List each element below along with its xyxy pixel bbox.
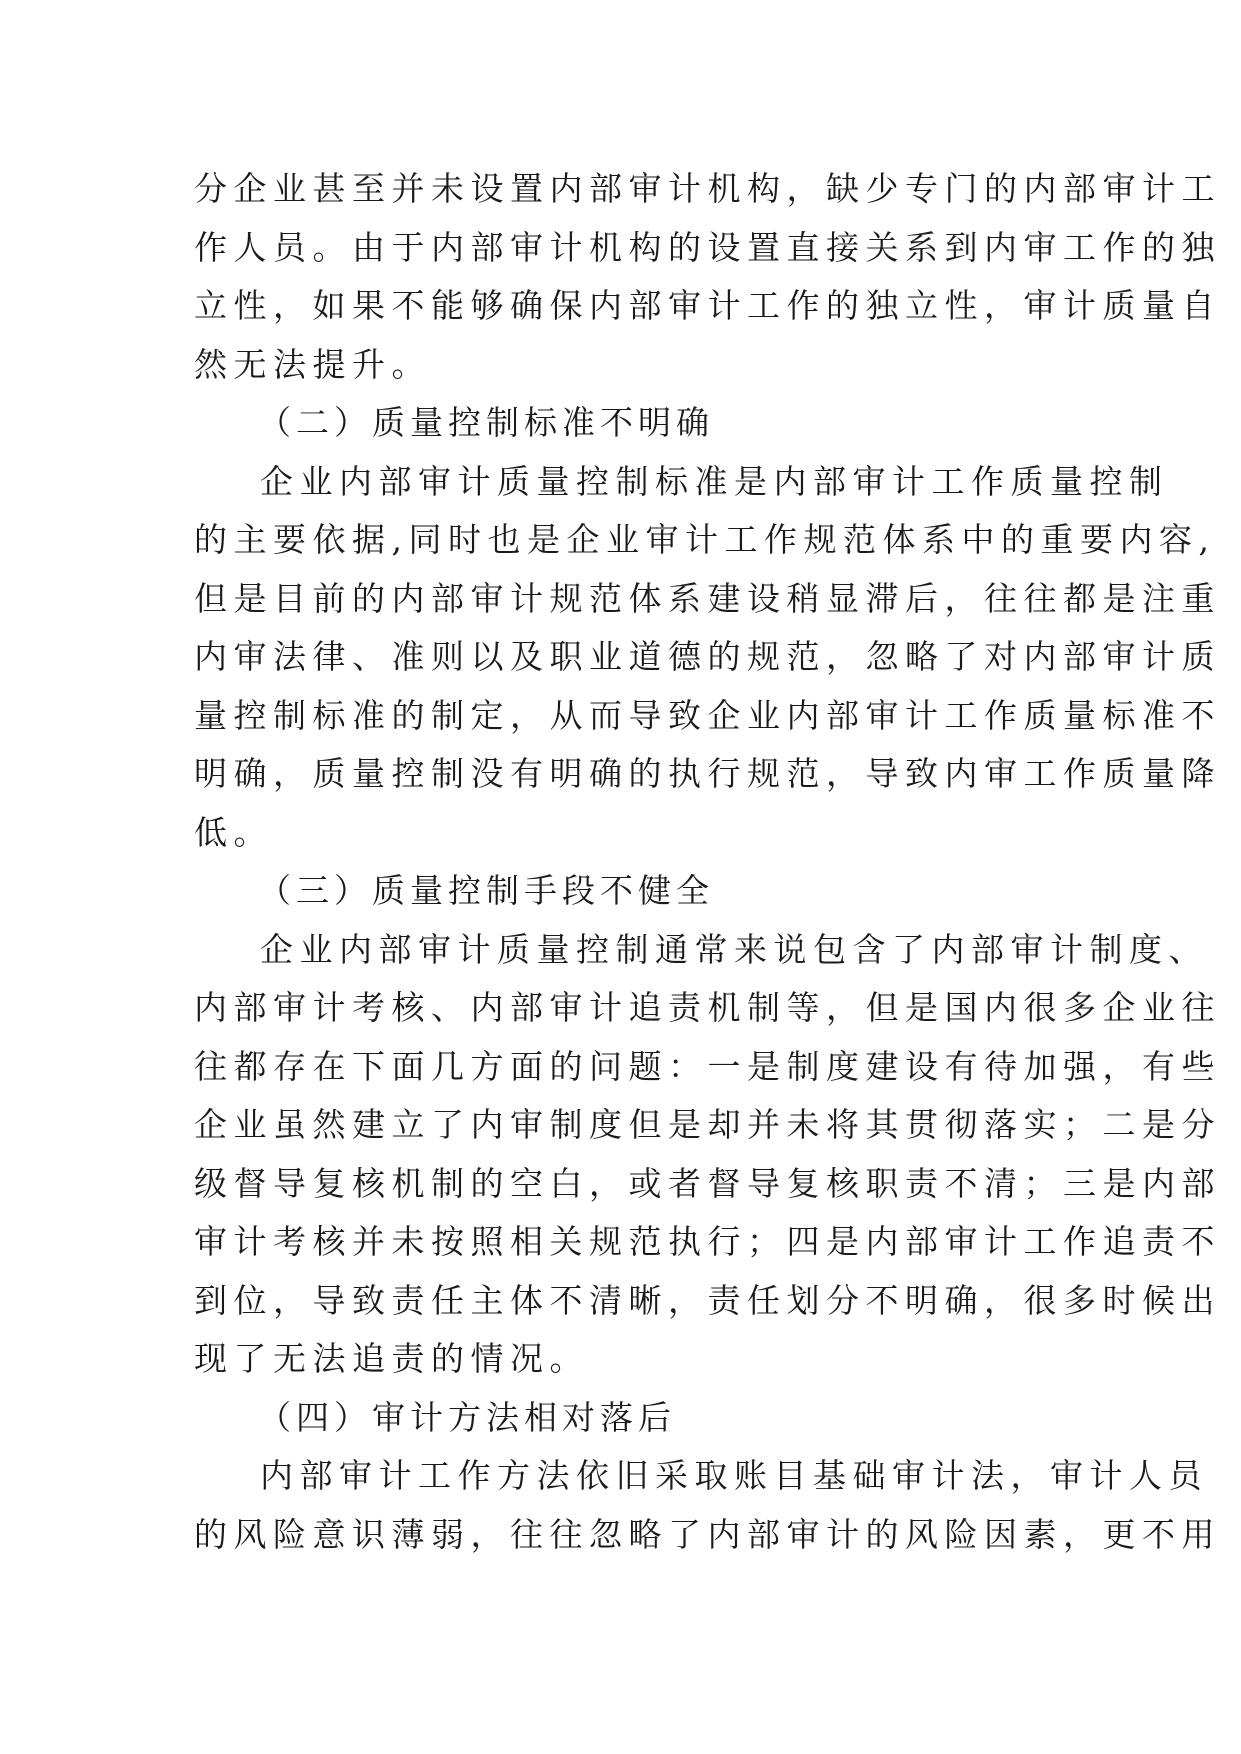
text-line: 分企业甚至并未设置内部审计机构，缺少专门的内部审计工: [194, 169, 1221, 208]
document-body: [194, 160, 1221, 1564]
section-heading: （三）质量控制手段不健全: [258, 871, 714, 910]
text-line: 的风险意识薄弱，往往忽略了内部审计的风险因素，更不用: [194, 1514, 1221, 1554]
text-line: 企业虽然建立了内审制度但是却并未将其贯彻落实；二是分: [194, 1105, 1221, 1144]
text-line: 但是目前的内部审计规范体系建设稍显滞后，往往都是注重: [194, 578, 1221, 618]
text-line: 作人员。由于内部审计机构的设置直接关系到内审工作的独: [194, 227, 1221, 267]
text-line: 到位，导致责任主体不清晰，责任划分不明确，很多时候出: [194, 1280, 1221, 1320]
text-line: 明确，质量控制没有明确的执行规范，导致内审工作质量降: [194, 754, 1221, 793]
text-line: 内审法律、准则以及职业道德的规范，忽略了对内部审计质: [194, 637, 1221, 676]
text-line: 级督导复核机制的空白，或者督导复核职责不清；三是内部: [194, 1163, 1221, 1203]
text-line: 现了无法追责的情况。: [194, 1339, 589, 1378]
paragraph-first-line: 内部审计工作方法依旧采取账目基础审计法，审计人员: [260, 1456, 1208, 1495]
paragraph-first-line: 企业内部审计质量控制标准是内部审计工作质量控制: [260, 461, 1169, 501]
text-line: 的主要依据,同时也是企业审计工作规范体系中的重要内容,: [194, 520, 1216, 559]
section-heading: （二）质量控制标准不明确: [258, 403, 714, 442]
text-line: 低。: [194, 812, 273, 852]
section-heading: （四）审计方法相对落后: [258, 1397, 676, 1437]
text-line: 往都存在下面几方面的问题：一是制度建设有待加强，有些: [194, 1046, 1221, 1086]
text-line: 立性，如果不能够确保内部审计工作的独立性，审计质量自: [194, 286, 1221, 325]
text-line: 量控制标准的制定，从而导致企业内部审计工作质量标准不: [194, 695, 1221, 735]
text-line: 然无法提升。: [194, 344, 431, 384]
text-line: 内部审计考核、内部审计追责机制等，但是国内很多企业往: [194, 988, 1221, 1027]
paragraph-first-line: 企业内部审计质量控制通常来说包含了内部审计制度、: [260, 929, 1208, 969]
text-line: 审计考核并未按照相关规范执行；四是内部审计工作追责不: [194, 1222, 1221, 1261]
